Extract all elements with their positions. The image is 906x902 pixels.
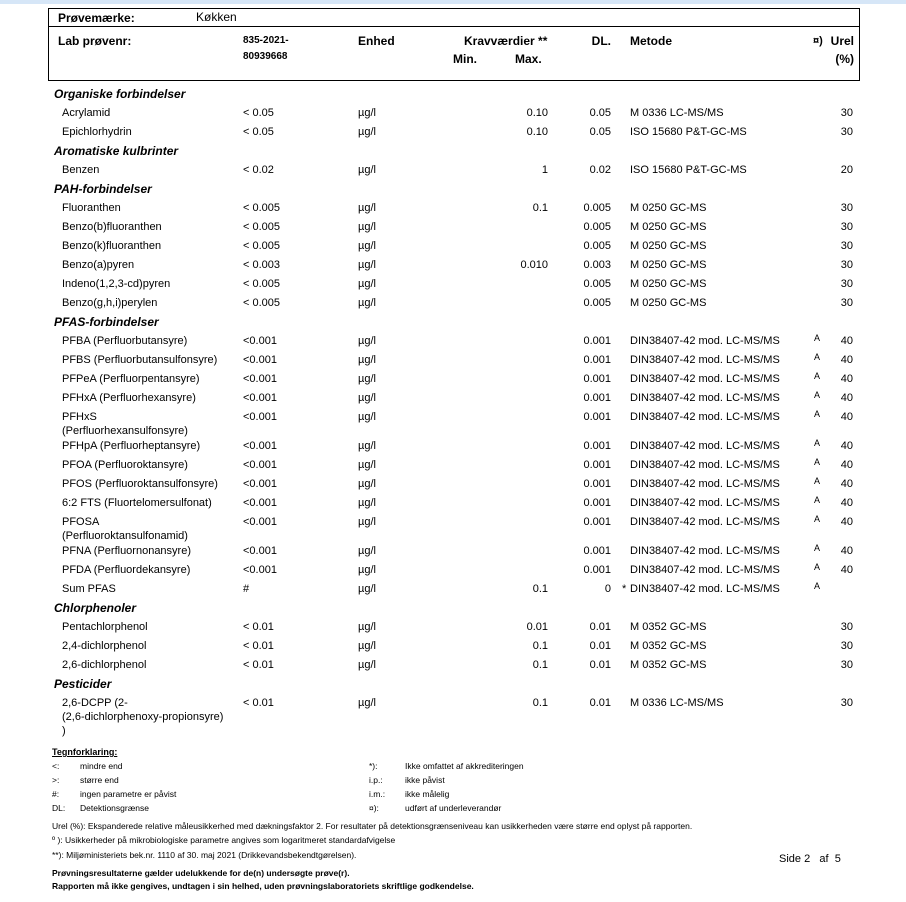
unit-value: µg/l bbox=[358, 335, 376, 347]
result-value: <0.001 bbox=[243, 440, 277, 452]
parameter-name: Acrylamid bbox=[62, 107, 111, 119]
parameter-name: PFHxA (Perfluorhexansyre) bbox=[62, 392, 196, 404]
unit-value: µg/l bbox=[358, 354, 376, 366]
parameter-name: PFOS (Perfluoroktansulfonsyre) bbox=[62, 478, 218, 490]
unit-value: µg/l bbox=[358, 164, 376, 176]
method-value: DIN38407-42 mod. LC-MS/MS bbox=[630, 516, 780, 528]
unit-value: µg/l bbox=[358, 545, 376, 557]
detection-limit-value: 0.001 bbox=[583, 392, 611, 404]
detection-limit-value: 0.005 bbox=[583, 221, 611, 233]
result-value: < 0.005 bbox=[243, 221, 281, 233]
parameter-name: PFHpA (Perfluorheptansyre) bbox=[62, 440, 201, 452]
urel-value: 40 bbox=[840, 478, 853, 490]
result-value: <0.001 bbox=[243, 564, 277, 576]
parameter-name: PFHxS bbox=[62, 411, 97, 423]
parameter-name: 6:2 FTS (Fluortelomersulfonat) bbox=[62, 497, 212, 509]
result-value: <0.001 bbox=[243, 516, 277, 528]
urel-value: 30 bbox=[840, 640, 853, 652]
method-value: DIN38407-42 mod. LC-MS/MS bbox=[630, 497, 780, 509]
max-value: 0.10 bbox=[526, 107, 548, 119]
section-title: Pesticider bbox=[54, 677, 112, 691]
detection-limit-value: 0.001 bbox=[583, 516, 611, 528]
detection-limit-value: 0.001 bbox=[583, 354, 611, 366]
urel-value: 20 bbox=[840, 164, 853, 176]
unit-value: µg/l bbox=[358, 411, 376, 423]
note-urel: Urel (%): Ekspanderede relative måleusikkerhed med dækningsfaktor 2. For resultater på detektionsgrænseniveau kan usikkerheden være større end oplyst på rapporten. bbox=[52, 821, 693, 831]
unit-header: Enhed bbox=[358, 34, 395, 48]
unit-value: µg/l bbox=[358, 478, 376, 490]
section-title: Aromatiske kulbrinter bbox=[54, 144, 179, 158]
max-value: 0.10 bbox=[526, 126, 548, 138]
method-value: DIN38407-42 mod. LC-MS/MS bbox=[630, 373, 780, 385]
unit-value: µg/l bbox=[358, 126, 376, 138]
subcontractor-mark: A bbox=[814, 333, 821, 343]
method-value: M 0250 GC-MS bbox=[630, 240, 707, 252]
detection-limit-value: 0.001 bbox=[583, 497, 611, 509]
urel-value: 40 bbox=[840, 392, 853, 404]
detection-limit-value: 0.003 bbox=[583, 259, 611, 271]
detection-limit-value: 0.02 bbox=[589, 164, 611, 176]
urel-unit-header: (%) bbox=[835, 52, 854, 66]
window-top-bar bbox=[0, 0, 906, 4]
legend-symbol: i.p.: bbox=[369, 775, 383, 785]
detection-limit-value: 0.01 bbox=[589, 640, 611, 652]
parameter-name: 2,6-dichlorphenol bbox=[62, 659, 147, 671]
urel-value: 40 bbox=[840, 545, 853, 557]
urel-value: 40 bbox=[840, 411, 853, 423]
subcontractor-mark: A bbox=[814, 543, 821, 553]
subcontractor-mark: A bbox=[814, 562, 821, 572]
subcontractor-mark: A bbox=[814, 390, 821, 400]
result-value: <0.001 bbox=[243, 478, 277, 490]
sample-id-line2: 80939668 bbox=[243, 51, 288, 62]
legend-symbol: <: bbox=[52, 761, 60, 771]
parameter-name: Benzen bbox=[62, 164, 100, 176]
footer-validity: Prøvningsresultaterne gælder udelukkende for de(n) undersøgte prøve(r). bbox=[52, 868, 350, 878]
method-value: M 0352 GC-MS bbox=[630, 640, 707, 652]
method-value: M 0336 LC-MS/MS bbox=[630, 107, 724, 119]
detection-limit-value: 0.01 bbox=[589, 697, 611, 709]
max-value: 1 bbox=[541, 164, 548, 176]
result-value: < 0.005 bbox=[243, 202, 281, 214]
method-value: M 0250 GC-MS bbox=[630, 297, 707, 309]
detection-limit-value: 0 bbox=[604, 583, 611, 595]
sample-mark-value: Køkken bbox=[196, 10, 237, 24]
result-value: < 0.005 bbox=[243, 278, 281, 290]
urel-value: 30 bbox=[840, 240, 853, 252]
subcontractor-mark: A bbox=[814, 495, 821, 505]
method-value: M 0250 GC-MS bbox=[630, 259, 707, 271]
urel-value: 30 bbox=[840, 126, 853, 138]
method-value: DIN38407-42 mod. LC-MS/MS bbox=[630, 478, 780, 490]
result-value: < 0.05 bbox=[243, 126, 274, 138]
result-value: # bbox=[243, 583, 250, 595]
unit-value: µg/l bbox=[358, 107, 376, 119]
urel-value: 30 bbox=[840, 259, 853, 271]
detection-limit-value: 0.05 bbox=[589, 107, 611, 119]
of-word: af bbox=[819, 853, 829, 865]
parameter-name: PFDA (Perfluordekansyre) bbox=[62, 564, 191, 576]
detection-limit-value: 0.001 bbox=[583, 545, 611, 557]
unit-value: µg/l bbox=[358, 516, 376, 528]
method-value: ISO 15680 P&T-GC-MS bbox=[630, 164, 747, 176]
method-value: DIN38407-42 mod. LC-MS/MS bbox=[630, 354, 780, 366]
legend-symbol: i.m.: bbox=[369, 789, 386, 799]
detection-limit-value: 0.001 bbox=[583, 440, 611, 452]
max-value: 0.01 bbox=[526, 621, 548, 633]
legend-text: Ikke omfattet af akkrediteringen bbox=[405, 761, 524, 771]
detection-limit-value: 0.01 bbox=[589, 659, 611, 671]
urel-value: 30 bbox=[840, 621, 853, 633]
subcontractor-mark: A bbox=[814, 352, 821, 362]
unit-value: µg/l bbox=[358, 373, 376, 385]
urel-value: 30 bbox=[840, 659, 853, 671]
result-value: < 0.005 bbox=[243, 297, 281, 309]
method-value: DIN38407-42 mod. LC-MS/MS bbox=[630, 335, 780, 347]
parameter-name: 2,4-dichlorphenol bbox=[62, 640, 147, 652]
detection-limit-value: 0.005 bbox=[583, 202, 611, 214]
result-value: <0.001 bbox=[243, 392, 277, 404]
subcontractor-mark: A bbox=[814, 476, 821, 486]
subcontractor-mark: A bbox=[814, 581, 821, 591]
legend-symbol: #: bbox=[52, 789, 60, 799]
parameter-name: PFNA (Perfluornonansyre) bbox=[62, 545, 191, 557]
legend-symbol: ¤): bbox=[369, 803, 379, 813]
parameter-name: Pentachlorphenol bbox=[62, 621, 148, 633]
legend-text: mindre end bbox=[80, 761, 123, 771]
legend-symbol: *): bbox=[369, 761, 378, 771]
parameter-name: (Perfluorhexansulfonsyre) bbox=[62, 425, 188, 437]
detection-limit-value: 0.001 bbox=[583, 564, 611, 576]
urel-value: 40 bbox=[840, 516, 853, 528]
method-value: M 0250 GC-MS bbox=[630, 278, 707, 290]
urel-value: 30 bbox=[840, 107, 853, 119]
legend-text: udført af underleverandør bbox=[405, 803, 502, 813]
method-value: M 0250 GC-MS bbox=[630, 202, 707, 214]
unit-value: µg/l bbox=[358, 497, 376, 509]
legend-symbol: DL: bbox=[52, 803, 66, 813]
method-value: ISO 15680 P&T-GC-MS bbox=[630, 126, 747, 138]
footer-reproduction: Rapporten må ikke gengives, undtagen i sin helhed, uden prøvningslaboratoriets skriftlige godkendelse. bbox=[52, 881, 474, 891]
method-value: DIN38407-42 mod. LC-MS/MS bbox=[630, 545, 780, 557]
page-total: 5 bbox=[834, 853, 841, 865]
page-word: Side bbox=[779, 853, 802, 865]
detection-limit-value: 0.005 bbox=[583, 278, 611, 290]
subcontractor-mark: A bbox=[814, 371, 821, 381]
unit-value: µg/l bbox=[358, 297, 376, 309]
requirement-header: Kravværdier ** bbox=[464, 34, 548, 48]
result-value: < 0.02 bbox=[243, 164, 274, 176]
unit-value: µg/l bbox=[358, 259, 376, 271]
detection-limit-value: 0.001 bbox=[583, 478, 611, 490]
section-title: PFAS-forbindelser bbox=[54, 315, 159, 329]
legend-text: ikke påvist bbox=[405, 775, 445, 785]
lab-sample-label: Lab prøvenr: bbox=[58, 34, 132, 48]
section-title: Organiske forbindelser bbox=[54, 87, 186, 101]
max-value: 0.1 bbox=[532, 583, 548, 595]
dl-header: DL. bbox=[591, 34, 611, 48]
result-value: < 0.01 bbox=[243, 659, 274, 671]
detection-limit-value: 0.005 bbox=[583, 297, 611, 309]
max-value: 0.1 bbox=[532, 659, 548, 671]
parameter-name: Fluoranthen bbox=[62, 202, 121, 214]
urel-value: 40 bbox=[840, 564, 853, 576]
page-number: 2 bbox=[804, 853, 811, 865]
urel-value: 30 bbox=[840, 697, 853, 709]
page-indicator bbox=[779, 853, 841, 866]
parameter-name: PFOA (Perfluoroktansyre) bbox=[62, 459, 188, 471]
parameter-name: Benzo(a)pyren bbox=[62, 259, 135, 271]
parameter-name: (Perfluoroktansulfonamid) bbox=[62, 530, 188, 542]
unit-value: µg/l bbox=[358, 440, 376, 452]
note-micro: º ): Usikkerheder på mikrobiologiske parametre angives som logaritmeret standardafvigelse bbox=[52, 835, 396, 845]
max-value: 0.010 bbox=[520, 259, 548, 271]
urel-value: 30 bbox=[840, 297, 853, 309]
subcontractor-mark: A bbox=[814, 438, 821, 448]
min-header: Min. bbox=[453, 52, 477, 66]
unit-value: µg/l bbox=[358, 621, 376, 633]
urel-value: 40 bbox=[840, 335, 853, 347]
subcontractor-mark: A bbox=[814, 409, 821, 419]
unit-value: µg/l bbox=[358, 202, 376, 214]
urel-value: 30 bbox=[840, 278, 853, 290]
result-value: <0.001 bbox=[243, 354, 277, 366]
legend-text: ikke målelig bbox=[405, 789, 450, 799]
parameter-name: PFBA (Perfluorbutansyre) bbox=[62, 335, 188, 347]
header-divider bbox=[48, 26, 860, 27]
urel-value: 40 bbox=[840, 497, 853, 509]
result-value: <0.001 bbox=[243, 411, 277, 423]
unit-value: µg/l bbox=[358, 564, 376, 576]
parameter-name: PFPeA (Perfluorpentansyre) bbox=[62, 373, 200, 385]
parameter-name: 2,6-DCPP (2- bbox=[62, 697, 128, 709]
urel-value: 40 bbox=[840, 459, 853, 471]
unit-value: µg/l bbox=[358, 240, 376, 252]
parameter-name: Epichlorhydrin bbox=[62, 126, 132, 138]
detection-limit-value: 0.001 bbox=[583, 373, 611, 385]
result-value: < 0.05 bbox=[243, 107, 274, 119]
legend-text: ingen parametre er påvist bbox=[80, 789, 177, 799]
legend-text: Detektionsgrænse bbox=[80, 803, 149, 813]
result-value: < 0.01 bbox=[243, 640, 274, 652]
report-page bbox=[48, 8, 860, 898]
result-value: < 0.003 bbox=[243, 259, 281, 271]
method-value: M 0352 GC-MS bbox=[630, 621, 707, 633]
subcontractor-header: ¤) bbox=[813, 35, 823, 47]
detection-limit-value: 0.05 bbox=[589, 126, 611, 138]
detection-limit-value: 0.01 bbox=[589, 621, 611, 633]
unit-value: µg/l bbox=[358, 278, 376, 290]
note-regulation: **): Miljøministeriets bek.nr. 1110 af 30. maj 2021 (Drikkevandsbekendtgørelsen). bbox=[52, 850, 357, 860]
legend-symbol: >: bbox=[52, 775, 60, 785]
method-value: DIN38407-42 mod. LC-MS/MS bbox=[630, 392, 780, 404]
sample-id-line1: 835-2021- bbox=[243, 35, 289, 46]
result-value: < 0.01 bbox=[243, 697, 274, 709]
detection-limit-value: 0.001 bbox=[583, 411, 611, 423]
urel-value: 40 bbox=[840, 373, 853, 385]
result-value: < 0.005 bbox=[243, 240, 281, 252]
urel-value: 30 bbox=[840, 221, 853, 233]
result-value: < 0.01 bbox=[243, 621, 274, 633]
unit-value: µg/l bbox=[358, 221, 376, 233]
urel-header: Urel bbox=[830, 34, 854, 48]
subcontractor-mark: A bbox=[814, 514, 821, 524]
parameter-name: Sum PFAS bbox=[62, 583, 116, 595]
parameter-name: (2,6-dichlorphenoxy-propionsyre) bbox=[62, 711, 224, 723]
method-value: DIN38407-42 mod. LC-MS/MS bbox=[630, 583, 780, 595]
subcontractor-mark: A bbox=[814, 457, 821, 467]
section-title: Chlorphenoler bbox=[54, 601, 137, 615]
urel-value: 40 bbox=[840, 440, 853, 452]
unit-value: µg/l bbox=[358, 659, 376, 671]
unit-value: µg/l bbox=[358, 459, 376, 471]
detection-limit-value: 0.001 bbox=[583, 335, 611, 347]
section-title: PAH-forbindelser bbox=[54, 182, 152, 196]
parameter-name: ) bbox=[62, 725, 66, 737]
method-value: DIN38407-42 mod. LC-MS/MS bbox=[630, 440, 780, 452]
detection-limit-value: 0.005 bbox=[583, 240, 611, 252]
parameter-name: PFOSA bbox=[62, 516, 100, 528]
max-header: Max. bbox=[515, 52, 542, 66]
detection-limit-value: 0.001 bbox=[583, 459, 611, 471]
result-value: <0.001 bbox=[243, 373, 277, 385]
sample-mark-label: Prøvemærke: bbox=[58, 11, 135, 25]
max-value: 0.1 bbox=[532, 640, 548, 652]
unit-value: µg/l bbox=[358, 697, 376, 709]
unit-value: µg/l bbox=[358, 583, 376, 595]
result-value: <0.001 bbox=[243, 335, 277, 347]
method-header: Metode bbox=[630, 34, 672, 48]
method-value: DIN38407-42 mod. LC-MS/MS bbox=[630, 459, 780, 471]
urel-value: 40 bbox=[840, 354, 853, 366]
method-value: DIN38407-42 mod. LC-MS/MS bbox=[630, 411, 780, 423]
parameter-name: Benzo(g,h,i)perylen bbox=[62, 297, 158, 309]
method-value: M 0352 GC-MS bbox=[630, 659, 707, 671]
parameter-name: Benzo(k)fluoranthen bbox=[62, 240, 162, 252]
not-accredited-mark: * bbox=[622, 583, 627, 595]
method-value: M 0250 GC-MS bbox=[630, 221, 707, 233]
max-value: 0.1 bbox=[532, 202, 548, 214]
result-value: <0.001 bbox=[243, 497, 277, 509]
parameter-name: Indeno(1,2,3-cd)pyren bbox=[62, 278, 171, 290]
header-box bbox=[48, 8, 860, 81]
parameter-name: Benzo(b)fluoranthen bbox=[62, 221, 162, 233]
max-value: 0.1 bbox=[532, 697, 548, 709]
unit-value: µg/l bbox=[358, 392, 376, 404]
unit-value: µg/l bbox=[358, 640, 376, 652]
method-value: M 0336 LC-MS/MS bbox=[630, 697, 724, 709]
legend-text: større end bbox=[80, 775, 119, 785]
urel-value: 30 bbox=[840, 202, 853, 214]
result-value: <0.001 bbox=[243, 545, 277, 557]
method-value: DIN38407-42 mod. LC-MS/MS bbox=[630, 564, 780, 576]
legend-title: Tegnforklaring: bbox=[52, 747, 118, 757]
result-value: <0.001 bbox=[243, 459, 277, 471]
parameter-name: PFBS (Perfluorbutansulfonsyre) bbox=[62, 354, 218, 366]
